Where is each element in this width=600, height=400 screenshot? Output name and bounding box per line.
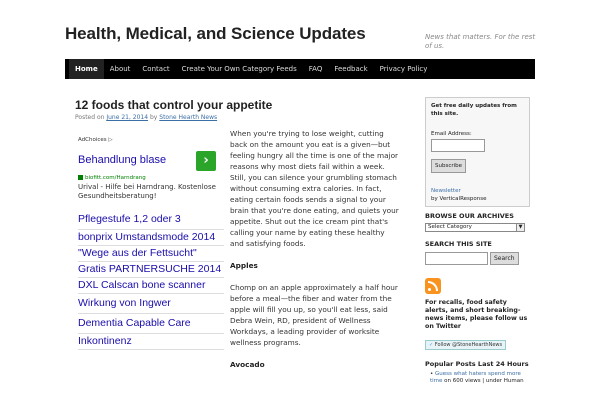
adchoices-label[interactable]: AdChoices ▷ <box>78 137 113 143</box>
site-tagline: News that matters. For the rest of us. <box>425 33 536 50</box>
twitter-bird-icon: ✓ <box>429 342 434 348</box>
ad-url-text: biofitt.com/Harndrang <box>85 175 146 181</box>
post-subheading: Avocado <box>230 360 265 369</box>
nav-contact[interactable]: Contact <box>142 65 170 73</box>
popular-posts-title: Popular Posts Last 24 Hours <box>425 360 529 368</box>
post-author-link[interactable]: Stone Hearth News <box>159 114 218 121</box>
ad-link[interactable]: Dementia Capable Care <box>78 314 224 334</box>
ad-link[interactable]: bonprix Umstandsmode 2014 <box>78 230 224 246</box>
ad-link-list <box>78 210 224 350</box>
search-button[interactable]: Search <box>490 252 519 265</box>
twitter-follow-button[interactable] <box>425 340 506 350</box>
sidebar <box>425 97 530 385</box>
newsletter-credit <box>431 187 524 203</box>
ad-block <box>75 130 224 400</box>
ad-link[interactable]: Inkontinenz <box>78 334 224 350</box>
newsletter-link[interactable]: Newsletter <box>431 188 461 194</box>
post-title[interactable]: 12 foods that control your appetite <box>75 98 273 112</box>
ad-link[interactable]: DXL Calscan bone scanner <box>78 278 224 294</box>
popular-posts-list: • Guess what haters spend more time on 600 views | under Human <box>430 371 524 384</box>
nav-faq[interactable]: FAQ <box>308 65 323 73</box>
chevron-down-icon: ▼ <box>516 224 524 231</box>
ad-link[interactable]: Gratis PARTNERSUCHE 2014 <box>78 262 224 278</box>
ad-link[interactable]: "Wege aus der Fettsucht" <box>78 246 224 262</box>
archives-title: BROWSE OUR ARCHIVES <box>425 212 514 220</box>
ad-arrow-button[interactable]: › <box>196 151 216 171</box>
ad-title-link[interactable]: Behandlung blase <box>78 154 167 166</box>
search-input[interactable] <box>425 252 488 265</box>
newsletter-by: by VerticalResponse <box>431 196 487 202</box>
subscribe-heading: Get free daily updates from this site. <box>431 103 517 117</box>
ad-url-icon <box>78 175 83 180</box>
twitter-promo-text: For recalls, food safety alerts, and short breaking-news items, please follow us on Twitter <box>425 299 528 330</box>
subscribe-box <box>425 97 530 207</box>
nav-category-feeds[interactable]: Create Your Own Category Feeds <box>181 65 297 73</box>
site-title[interactable]: Health, Medical, and Science Updates <box>65 24 366 43</box>
rss-icon[interactable] <box>425 278 441 294</box>
nav-home[interactable]: Home <box>69 59 104 79</box>
subscribe-button[interactable]: Subscribe <box>431 159 466 173</box>
popular-post-link[interactable]: Guess what haters spend more time <box>430 371 521 384</box>
popular-post-meta: on 600 views | under Human <box>442 378 524 384</box>
post-paragraph: When you're trying to lose weight, cutting back on the amount you eat is a given—but feeling hungry all the time is one of the major reasons why most diets fail within a week. Still, you can silence your grumbling stomach without consuming extra calories. In fact, eating certain foods sends a signal to your brain that you're done eating, and quiets your appetite. Shut out the ice cream pint that's calling your name by eating these healthy and satisfying foods. <box>230 129 399 248</box>
post-paragraph: Chomp on an apple approximately a half hour before a meal—the fiber and water from the apple will fill you up, so you'll eat less, said Debra Wein, RD, president of Wellness Workdays, a leading provider of worksite wellness programs. <box>230 283 398 347</box>
twitter-follow-label: Follow @StoneHearthNews <box>434 342 503 348</box>
post-meta-by: by <box>149 114 158 121</box>
ad-description: Urival - Hilfe bei Harndrang. Kostenlose Gesundheitsberatung! <box>78 183 216 200</box>
ad-url[interactable] <box>78 175 146 181</box>
email-label: Email Address: <box>431 131 472 137</box>
nav-feedback[interactable]: Feedback <box>334 65 368 73</box>
nav-privacy-policy[interactable]: Privacy Policy <box>379 65 428 73</box>
category-select-value: Select Category <box>428 224 472 230</box>
nav-about[interactable]: About <box>109 65 131 73</box>
post-subheading: Apples <box>230 261 258 270</box>
post-date-link[interactable]: June 21, 2014 <box>106 114 149 121</box>
ad-link[interactable]: Pflegestufe 1,2 oder 3 <box>78 210 224 230</box>
search-title: SEARCH THIS SITE <box>425 240 492 248</box>
post-meta-prefix: Posted on <box>75 114 105 121</box>
category-select[interactable] <box>425 223 525 232</box>
post-body <box>230 128 400 381</box>
search-row <box>425 252 530 265</box>
email-input[interactable] <box>431 139 485 152</box>
ad-link[interactable]: Wirkung von Ingwer <box>78 294 224 314</box>
post-meta <box>75 114 217 121</box>
main-nav <box>65 59 535 79</box>
